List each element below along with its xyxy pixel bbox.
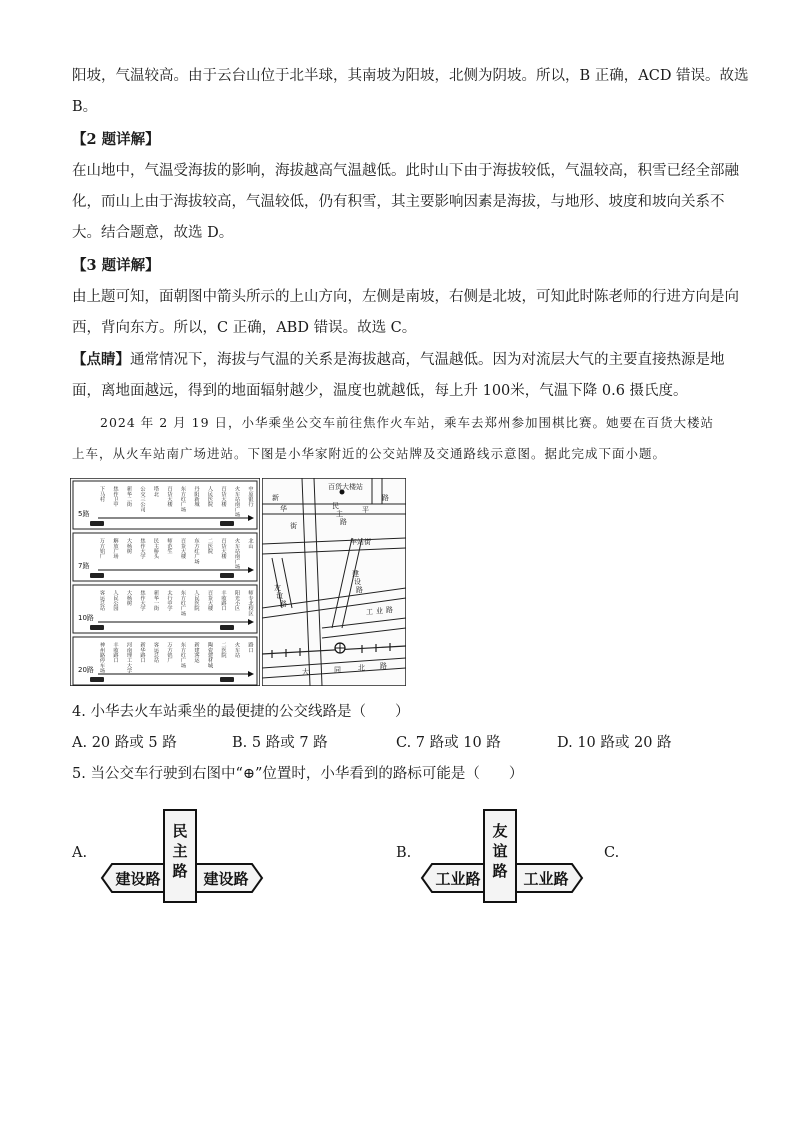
sign-b-v2: 谊 bbox=[492, 842, 508, 860]
q5-option-b-letter[interactable]: B. bbox=[396, 845, 412, 861]
sign-b-left: 工业路 bbox=[435, 870, 481, 888]
route-stop-label: 东方红广场 bbox=[180, 590, 186, 616]
map-label: 北 bbox=[358, 664, 365, 672]
route-stop-label: 万方铝厂 bbox=[166, 642, 173, 663]
para-1a: 阳坡，气温较高。由于云台山位于北半球，其南坡为阳坡，北侧为阴坡。所以，B 正确，ACD 错误。故选 bbox=[72, 68, 749, 84]
map-label: 新 bbox=[272, 494, 279, 502]
map-label: 主 bbox=[336, 510, 343, 518]
map-label: 大 bbox=[302, 668, 309, 676]
sign-a-v3: 路 bbox=[172, 862, 188, 880]
map-label: 路 bbox=[382, 494, 389, 502]
tip-label: 【点睛】 bbox=[72, 351, 130, 368]
route-stop-label: 百货大楼 bbox=[220, 538, 227, 559]
route-stop-label: 丰收路口 bbox=[220, 590, 227, 611]
route-panel bbox=[73, 585, 257, 633]
para-3b: 西，背向东方。所以，C 正确，ABD 错误。故选 C。 bbox=[72, 320, 417, 336]
route-stop-label: 焦作卫中 bbox=[112, 486, 119, 507]
route-stop-label: 河南理工大学 bbox=[126, 642, 132, 674]
question-5: 5. 当公交车行驶到右图中“⊕”位置时，小华看到的路标可能是（ ） bbox=[72, 766, 524, 782]
route-stop-label: 东方红广场 bbox=[180, 642, 186, 668]
heading-q3-detail: 【3 题详解】 bbox=[72, 257, 160, 274]
route-stop-label: 百货大楼 bbox=[220, 486, 227, 507]
route-stop-label: 百货大楼 bbox=[166, 486, 173, 507]
tip-line-1 bbox=[72, 350, 725, 370]
bus-icon bbox=[220, 677, 234, 682]
q4-option-a[interactable]: A. 20 路或 5 路 bbox=[72, 735, 177, 751]
route-stop-label: 火车站南广场 bbox=[234, 538, 240, 570]
route-panel bbox=[73, 637, 257, 685]
route-stop-label: 阳光小区 bbox=[234, 590, 240, 611]
bus-icon bbox=[90, 677, 104, 682]
route-stop-label: 师专北校区 bbox=[247, 590, 254, 616]
route-stop-label: 万方铝厂 bbox=[99, 538, 105, 559]
route-stop-label: 丹阳新城 bbox=[193, 486, 200, 507]
bus-icon bbox=[220, 625, 234, 630]
route-stop-label: 二医院 bbox=[207, 538, 213, 554]
route-stop-label: 火车站南广场 bbox=[234, 486, 240, 518]
map-label: 路 bbox=[356, 586, 363, 594]
bus-icon bbox=[90, 625, 104, 630]
map-label: 谊 bbox=[276, 592, 283, 600]
route-name-label: 5路 bbox=[78, 510, 90, 518]
bus-icon bbox=[90, 573, 104, 578]
route-stop-label: 二医院 bbox=[220, 642, 227, 658]
map-label: 业 bbox=[376, 607, 383, 615]
map-label: 街 bbox=[290, 522, 297, 530]
route-stop-label: 解放广场 bbox=[112, 538, 119, 559]
tip-line-2: 面，离地面越远，得到的地面辐射越少，温度也就越低，每上升 100米，气温下降 0.6 摄氏度。 bbox=[72, 383, 688, 399]
sign-a-v2: 主 bbox=[172, 842, 188, 860]
route-stop-label: 新华路口 bbox=[139, 642, 146, 663]
map-label: 同 bbox=[334, 666, 341, 674]
route-stop-label: 神州路停车场 bbox=[99, 642, 105, 674]
map-label: 路 bbox=[280, 600, 287, 608]
q5-option-c-letter[interactable]: C. bbox=[604, 845, 620, 861]
map-label: 华 bbox=[280, 505, 287, 513]
q5-option-a-letter[interactable]: A. bbox=[72, 845, 88, 861]
route-name-label: 10路 bbox=[78, 614, 94, 622]
bus-icon bbox=[220, 521, 234, 526]
map-label: 车站街 bbox=[350, 538, 371, 546]
para-1b: B。 bbox=[72, 99, 98, 115]
para-3a: 由上题可知，面朝图中箭头所示的上山方向，左侧是南坡，右侧是北坡，可知此时陈老师的行进方向是向 bbox=[72, 289, 739, 305]
bus-icon bbox=[220, 573, 234, 578]
sign-a-right: 建设路 bbox=[203, 870, 249, 888]
para-2a: 在山地中，气温受海拔的影响，海拔越高气温越低。此时山下由于海拔较低，气温较高，积雪已经全部融 bbox=[72, 163, 739, 179]
q5-option-a-sign[interactable] bbox=[100, 808, 264, 904]
route-stop-label: 中原银行 bbox=[247, 486, 254, 507]
bus-route-boards bbox=[70, 478, 260, 686]
map-label: 路 bbox=[380, 662, 387, 670]
route-stop-label: 百货大楼 bbox=[207, 590, 213, 611]
route-stop-label: 下马村 bbox=[99, 486, 105, 502]
traffic-map bbox=[262, 478, 406, 686]
map-label: 设 bbox=[354, 578, 361, 586]
route-stop-label: 焦作大学 bbox=[139, 590, 146, 611]
map-label: 民 bbox=[332, 502, 339, 510]
route-stop-label: 客运总站 bbox=[153, 642, 159, 663]
tip-text-a: 通常情况下，海拔与气温的关系是海拔越高，气温越低。因为对流层大气的主要直接热源是地 bbox=[130, 352, 725, 368]
route-stop-label: 大杨树 bbox=[126, 538, 132, 554]
sign-a-left: 建设路 bbox=[115, 870, 161, 888]
route-stop-label: 新华一街 bbox=[153, 590, 159, 611]
para-2c: 大。结合题意，故选 D。 bbox=[72, 225, 234, 241]
route-stop-label: 丰收路口 bbox=[112, 642, 119, 663]
map-label: 建 bbox=[352, 570, 359, 578]
sign-a-v1: 民 bbox=[172, 822, 188, 840]
q4-option-c[interactable]: C. 7 路或 10 路 bbox=[396, 735, 501, 751]
route-stop-label: 大杨树 bbox=[126, 590, 132, 606]
route-stop-label: 人民医院 bbox=[207, 486, 213, 507]
map-label: 路 bbox=[340, 518, 347, 526]
route-stop-label: 人民公园 bbox=[112, 590, 119, 611]
route-panel bbox=[73, 481, 257, 529]
map-label: 平 bbox=[362, 506, 369, 514]
question-4: 4. 小华去火车站乘坐的最便捷的公交线路是（ ） bbox=[72, 704, 410, 720]
route-stop-label: 东方红广场 bbox=[193, 538, 200, 564]
route-stop-label: 火车站 bbox=[234, 642, 240, 658]
map-label: 百货大楼站 bbox=[328, 483, 363, 491]
route-stop-label: 百货大楼 bbox=[180, 538, 186, 559]
route-stop-label: 师范生 bbox=[166, 538, 173, 554]
map-label: 工 bbox=[366, 608, 373, 616]
q4-option-d[interactable]: D. 10 路或 20 路 bbox=[557, 735, 672, 751]
route-stop-label: 陶瓷建材城 bbox=[207, 642, 213, 668]
station-circle-icon bbox=[335, 643, 345, 653]
intro-line-2: 上车，从火车站南广场进站。下图是小华家附近的公交站牌及交通路线示意图。据此完成下面小题。 bbox=[72, 446, 667, 461]
q4-option-b[interactable]: B. 5 路或 7 路 bbox=[232, 735, 328, 751]
route-stop-label: 客运总站 bbox=[99, 590, 105, 611]
q5-option-b-sign[interactable] bbox=[420, 808, 584, 904]
heading-q2-detail: 【2 题详解】 bbox=[72, 131, 160, 148]
route-stop-label: 焦作大学 bbox=[139, 538, 146, 559]
sign-b-right: 工业路 bbox=[523, 870, 569, 888]
route-stop-label: 北山 bbox=[247, 538, 254, 549]
route-name-label: 7路 bbox=[78, 562, 90, 570]
sign-b-v3: 路 bbox=[492, 862, 508, 880]
route-stop-label: 新华二街 bbox=[126, 486, 132, 507]
route-stop-label: 太行中学 bbox=[166, 590, 173, 611]
route-stop-label: 新建客运 bbox=[193, 642, 200, 663]
route-stop-label: 人民医院 bbox=[193, 590, 200, 611]
map-label: 路 bbox=[386, 606, 393, 614]
route-stop-label: 路口 bbox=[247, 642, 254, 653]
route-panel bbox=[73, 533, 257, 581]
intro-line-1: 2024 年 2 月 19 日，小华乘坐公交车前往焦作火车站，乘车去郑州参加围棋比赛。她要在百货大楼站 bbox=[100, 415, 715, 430]
route-name-label: 20路 bbox=[78, 666, 94, 674]
route-stop-label: 公交三公司 bbox=[139, 486, 146, 512]
route-stop-label: 东方红广场 bbox=[180, 486, 186, 512]
para-2b: 化，而山上由于海拔较高，气温较低，仍有积雪，其主要影响因素是海拔，与地形、坡度和坡向关系不 bbox=[72, 194, 725, 210]
bus-icon bbox=[90, 521, 104, 526]
route-stop-label: 塔北 bbox=[153, 486, 159, 497]
route-stop-label: 民主桥头 bbox=[153, 538, 159, 559]
map-label: 友 bbox=[274, 584, 281, 592]
sign-b-v1: 友 bbox=[492, 822, 508, 840]
